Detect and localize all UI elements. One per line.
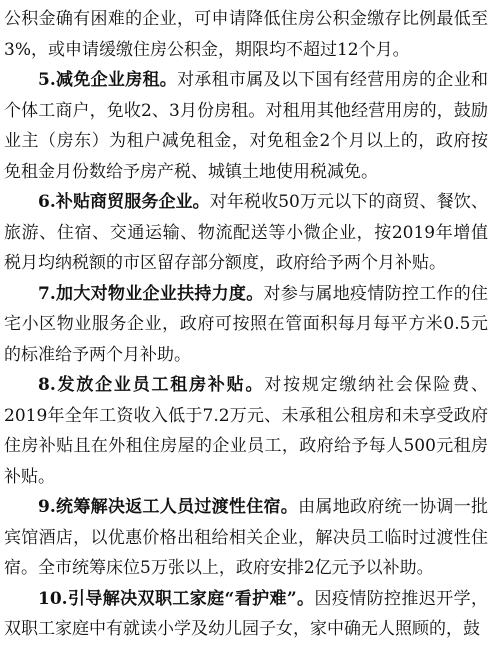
paragraph-body: 对承租市属及以下国有经营用房的企业和个体工商户，免收2、3月份房租。对租用其他经营用房的，鼓励业主（房东）为租户减免租金，对免租金2个月以上的，政府按免租金月份数给予房产税、城镇土地使用税减免。 bbox=[4, 70, 489, 182]
paragraph-body: 对年税收50万元以下的商贸、餐饮、旅游、住宿、交通运输、物流配送等小微企业，按2019年增值税月均纳税额的市区留存部分额度，政府给予两个月补贴。 bbox=[4, 192, 488, 273]
paragraph-item-10 bbox=[4, 584, 488, 645]
paragraph-heading: 5.减免企业房租。 bbox=[38, 70, 178, 90]
paragraph-item-8 bbox=[4, 370, 488, 492]
paragraph-heading: 9.统筹解决返工人员过渡性住宿。 bbox=[38, 497, 299, 517]
paragraph-item-7 bbox=[4, 279, 488, 371]
paragraph-heading: 6.补贴商贸服务企业。 bbox=[38, 192, 210, 212]
paragraph-body: 对按规定缴纳社会保险费、2019年全年工资收入低于7.2万元、未承租公租房和未享受政府住房补贴且在外租住房屋的企业员工，政府给予每人500元租房补贴。 bbox=[4, 375, 489, 487]
paragraph-heading: 8.发放企业员工租房补贴。 bbox=[38, 375, 265, 395]
paragraph-body: 因疫情防控推迟开学，双职工家庭中有就读小学及幼儿园子女，家中确无人照顾的，鼓 bbox=[4, 588, 489, 639]
paragraph-heading: 10.引导解决双职工家庭“看护难”。 bbox=[38, 588, 315, 609]
paragraph-continuation bbox=[4, 4, 488, 65]
paragraph-body: 对参与属地疫情防控工作的住宅小区物业服务企业，政府可按照在管面积每月每平方米0.5元的标准给予两个月补助。 bbox=[4, 283, 489, 365]
paragraph-item-6 bbox=[4, 187, 488, 279]
paragraph-heading: 7.加大对物业企业扶持力度。 bbox=[38, 283, 264, 304]
paragraph-item-9 bbox=[4, 492, 488, 584]
paragraph-body: 公积金确有困难的企业，可申请降低住房公积金缴存比例最低至3%，或申请缓缴住房公积金，期限均不超过12个月。 bbox=[4, 9, 488, 60]
paragraph-item-5 bbox=[4, 65, 488, 187]
paragraph-body: 由属地政府统一协调一批宾馆酒店，以优惠价格出租给相关企业，解决员工临时过渡性住宿。全市统筹床位5万张以上，政府安排2亿元予以补助。 bbox=[4, 497, 489, 578]
